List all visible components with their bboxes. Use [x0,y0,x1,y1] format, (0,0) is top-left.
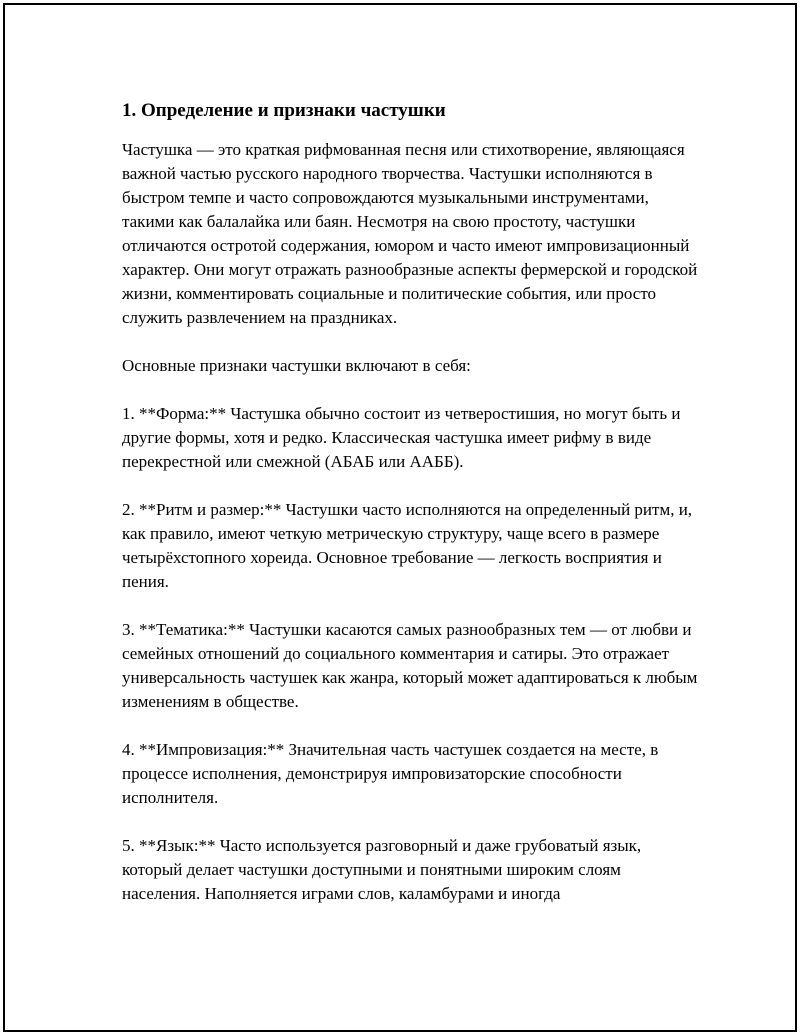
document-body [122,98,702,930]
intro-paragraph: Частушка — это краткая рифмованная песня или стихотворение, являющаяся важной частью русского народного творчества. Частушки исполняются в быстром темпе и часто сопровождаются музыкальными инструментами, такими как балалайка или баян. Несмотря на свою простоту, частушки отличаются остротой содержания, юмором и часто имеют импровизационный характер. Они могут отражать разнообразные аспекты фермерской и городской жизни, комментировать социальные и политические события, или просто служить развлечением на праздниках. [122,140,698,327]
section-heading: 1. Определение и признаки частушки [122,100,446,121]
feature-form-paragraph: 1. **Форма:** Частушка обычно состоит из четверостишия, но могут быть и другие формы, хотя и редко. Классическая частушка имеет рифму в виде перекрестной или смежной (АБАБ или ААББ). [122,404,681,471]
feature-themes-paragraph: 3. **Тематика:** Частушки касаются самых разнообразных тем — от любви и семейных отношений до социального комментария и сатиры. Это отражает универсальность частушек как жанра, который может адаптироваться к любым изменениям в обществе. [122,620,698,711]
features-intro-paragraph: Основные признаки частушки включают в себя: [122,356,471,375]
feature-language-paragraph: 5. **Язык:** Часто используется разговорный и даже грубоватый язык, который делает частушки доступными и понятными широким слоям населения. Наполняется играми слов, каламбурами и иногда [122,836,642,903]
feature-rhythm-paragraph: 2. **Ритм и размер:** Частушки часто исполняются на определенный ритм, и, как правило, имеют четкую метрическую структуру, чаще всего в размере четырёхстопного хореида. Основное требование — легкость восприятия и пения. [122,500,693,591]
feature-improvisation-paragraph: 4. **Импровизация:** Значительная часть частушек создается на месте, в процессе исполнения, демонстрируя импровизаторские способности исполнителя. [122,740,659,807]
page-frame [3,3,797,1032]
